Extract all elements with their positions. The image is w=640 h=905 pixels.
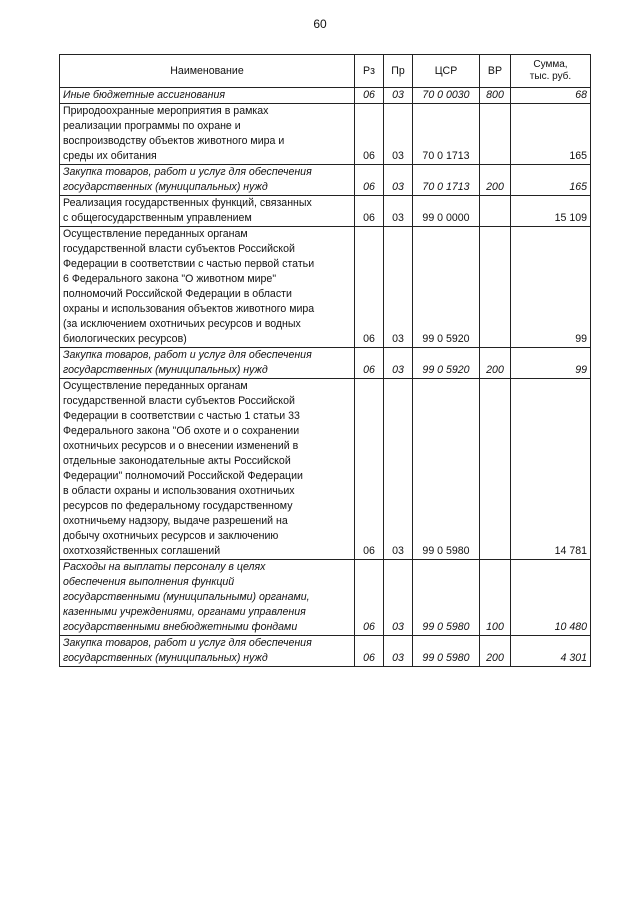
row-name-line: государственной власти субъектов Российской bbox=[63, 395, 295, 407]
row-csr: 99 0 5920 bbox=[413, 227, 480, 348]
row-pr: 03 bbox=[384, 379, 413, 560]
header-vr: ВР bbox=[480, 55, 511, 88]
row-name-line: охотничьих ресурсов и о внесении изменений в bbox=[63, 440, 299, 452]
row-name-line: в области охраны и использования охотничьих bbox=[63, 485, 295, 497]
row-name bbox=[60, 88, 355, 104]
row-sum: 165 bbox=[511, 104, 591, 165]
row-vr: 200 bbox=[480, 636, 511, 667]
row-name-line: государственных (муниципальных) нужд bbox=[63, 364, 268, 376]
row-name-line: государственных (муниципальных) нужд bbox=[63, 181, 268, 193]
table-row bbox=[60, 227, 591, 348]
row-name bbox=[60, 165, 355, 196]
table-row bbox=[60, 636, 591, 667]
row-name-line: биологических ресурсов) bbox=[63, 333, 187, 345]
table-row bbox=[60, 379, 591, 560]
row-name-line: Закупка товаров, работ и услуг для обеспечения bbox=[63, 637, 312, 649]
row-rz: 06 bbox=[355, 104, 384, 165]
row-name bbox=[60, 560, 355, 636]
row-name-line: (за исключением охотничьих ресурсов и водных bbox=[63, 318, 301, 330]
row-name-line: государственными внебюджетными фондами bbox=[63, 621, 298, 633]
row-name bbox=[60, 227, 355, 348]
row-vr bbox=[480, 196, 511, 227]
row-pr: 03 bbox=[384, 165, 413, 196]
row-name-line: ресурсов по федеральному государственному bbox=[63, 500, 293, 512]
row-csr: 99 0 5980 bbox=[413, 636, 480, 667]
row-csr: 99 0 5980 bbox=[413, 560, 480, 636]
row-name-line: Федерации в соответствии с частью 1 статьи 33 bbox=[63, 410, 300, 422]
row-vr bbox=[480, 104, 511, 165]
header-sum-line2: тыс. руб. bbox=[529, 71, 572, 82]
row-name-line: Федерального закона "Об охоте и о сохранении bbox=[63, 425, 300, 437]
row-pr: 03 bbox=[384, 88, 413, 104]
row-pr: 03 bbox=[384, 348, 413, 379]
row-pr: 03 bbox=[384, 196, 413, 227]
row-name-line: Реализация государственных функций, связанных bbox=[63, 197, 312, 209]
row-vr: 200 bbox=[480, 348, 511, 379]
row-name bbox=[60, 196, 355, 227]
table-body bbox=[60, 88, 591, 667]
budget-table bbox=[59, 54, 591, 667]
row-name-line: Иные бюджетные ассигнования bbox=[63, 89, 226, 101]
row-sum: 99 bbox=[511, 227, 591, 348]
page-number: 60 bbox=[313, 17, 327, 31]
table-row bbox=[60, 196, 591, 227]
row-rz: 06 bbox=[355, 227, 384, 348]
table-header-row bbox=[60, 55, 591, 88]
row-vr: 100 bbox=[480, 560, 511, 636]
row-name-line: охраны и использования объектов животного мира bbox=[63, 303, 315, 315]
header-rz: Рз bbox=[355, 55, 384, 88]
row-sum: 15 109 bbox=[511, 196, 591, 227]
row-name bbox=[60, 379, 355, 560]
row-sum: 99 bbox=[511, 348, 591, 379]
row-name-line: обеспечения выполнения функций bbox=[63, 576, 235, 588]
row-sum: 14 781 bbox=[511, 379, 591, 560]
row-name bbox=[60, 348, 355, 379]
row-name-line: Осуществление переданных органам bbox=[63, 228, 248, 240]
header-sum-line1: Сумма, bbox=[533, 59, 568, 70]
row-name-line: Федерации в соответствии с частью первой статьи bbox=[63, 258, 315, 270]
row-csr: 99 0 0000 bbox=[413, 196, 480, 227]
row-name-line: государственными (муниципальными) органами, bbox=[63, 591, 310, 603]
row-csr: 99 0 5920 bbox=[413, 348, 480, 379]
row-name-line: среды их обитания bbox=[63, 150, 157, 162]
row-name-line: реализации программы по охране и bbox=[63, 120, 241, 132]
row-sum: 165 bbox=[511, 165, 591, 196]
row-name-line: с общегосударственным управлением bbox=[63, 212, 252, 224]
row-sum: 68 bbox=[511, 88, 591, 104]
row-name-line: 6 Федерального закона "О животном мире" bbox=[63, 273, 277, 285]
row-rz: 06 bbox=[355, 348, 384, 379]
row-sum: 10 480 bbox=[511, 560, 591, 636]
row-pr: 03 bbox=[384, 104, 413, 165]
row-name-line: государственных (муниципальных) нужд bbox=[63, 652, 268, 664]
row-pr: 03 bbox=[384, 227, 413, 348]
row-pr: 03 bbox=[384, 560, 413, 636]
table-row bbox=[60, 88, 591, 104]
row-rz: 06 bbox=[355, 636, 384, 667]
row-csr: 99 0 5980 bbox=[413, 379, 480, 560]
header-name: Наименование bbox=[60, 55, 355, 88]
row-name-line: Закупка товаров, работ и услуг для обеспечения bbox=[63, 349, 312, 361]
row-rz: 06 bbox=[355, 560, 384, 636]
row-name-line: Закупка товаров, работ и услуг для обеспечения bbox=[63, 166, 312, 178]
row-name bbox=[60, 636, 355, 667]
table-row bbox=[60, 104, 591, 165]
table-row bbox=[60, 560, 591, 636]
row-csr: 70 0 1713 bbox=[413, 165, 480, 196]
row-name-line: охотхозяйственных соглашений bbox=[63, 545, 221, 557]
row-name-line: отдельные законодательные акты Российской bbox=[63, 455, 291, 467]
row-pr: 03 bbox=[384, 636, 413, 667]
row-rz: 06 bbox=[355, 88, 384, 104]
row-name-line: Природоохранные мероприятия в рамках bbox=[63, 105, 269, 117]
row-name-line: охотничьему надзору, выдаче разрешений на bbox=[63, 515, 288, 527]
header-pr: Пр bbox=[384, 55, 413, 88]
row-name bbox=[60, 104, 355, 165]
header-csr: ЦСР bbox=[413, 55, 480, 88]
row-vr: 800 bbox=[480, 88, 511, 104]
row-name-line: государственной власти субъектов Российской bbox=[63, 243, 295, 255]
table-row bbox=[60, 348, 591, 379]
row-sum: 4 301 bbox=[511, 636, 591, 667]
row-rz: 06 bbox=[355, 196, 384, 227]
row-name-line: Федерации" полномочий Российской Федерации bbox=[63, 470, 303, 482]
row-csr: 70 0 1713 bbox=[413, 104, 480, 165]
table-row bbox=[60, 165, 591, 196]
row-rz: 06 bbox=[355, 165, 384, 196]
row-name-line: казенными учреждениями, органами управления bbox=[63, 606, 306, 618]
row-name-line: Осуществление переданных органам bbox=[63, 380, 248, 392]
row-name-line: воспроизводству объектов животного мира и bbox=[63, 135, 285, 147]
row-name-line: Расходы на выплаты персоналу в целях bbox=[63, 561, 266, 573]
row-vr bbox=[480, 379, 511, 560]
header-sum bbox=[511, 55, 591, 88]
row-name-line: добычу охотничьих ресурсов и заключению bbox=[63, 530, 279, 542]
row-csr: 70 0 0030 bbox=[413, 88, 480, 104]
row-vr: 200 bbox=[480, 165, 511, 196]
row-rz: 06 bbox=[355, 379, 384, 560]
row-name-line: полномочий Российской Федерации в области bbox=[63, 288, 292, 300]
row-vr bbox=[480, 227, 511, 348]
